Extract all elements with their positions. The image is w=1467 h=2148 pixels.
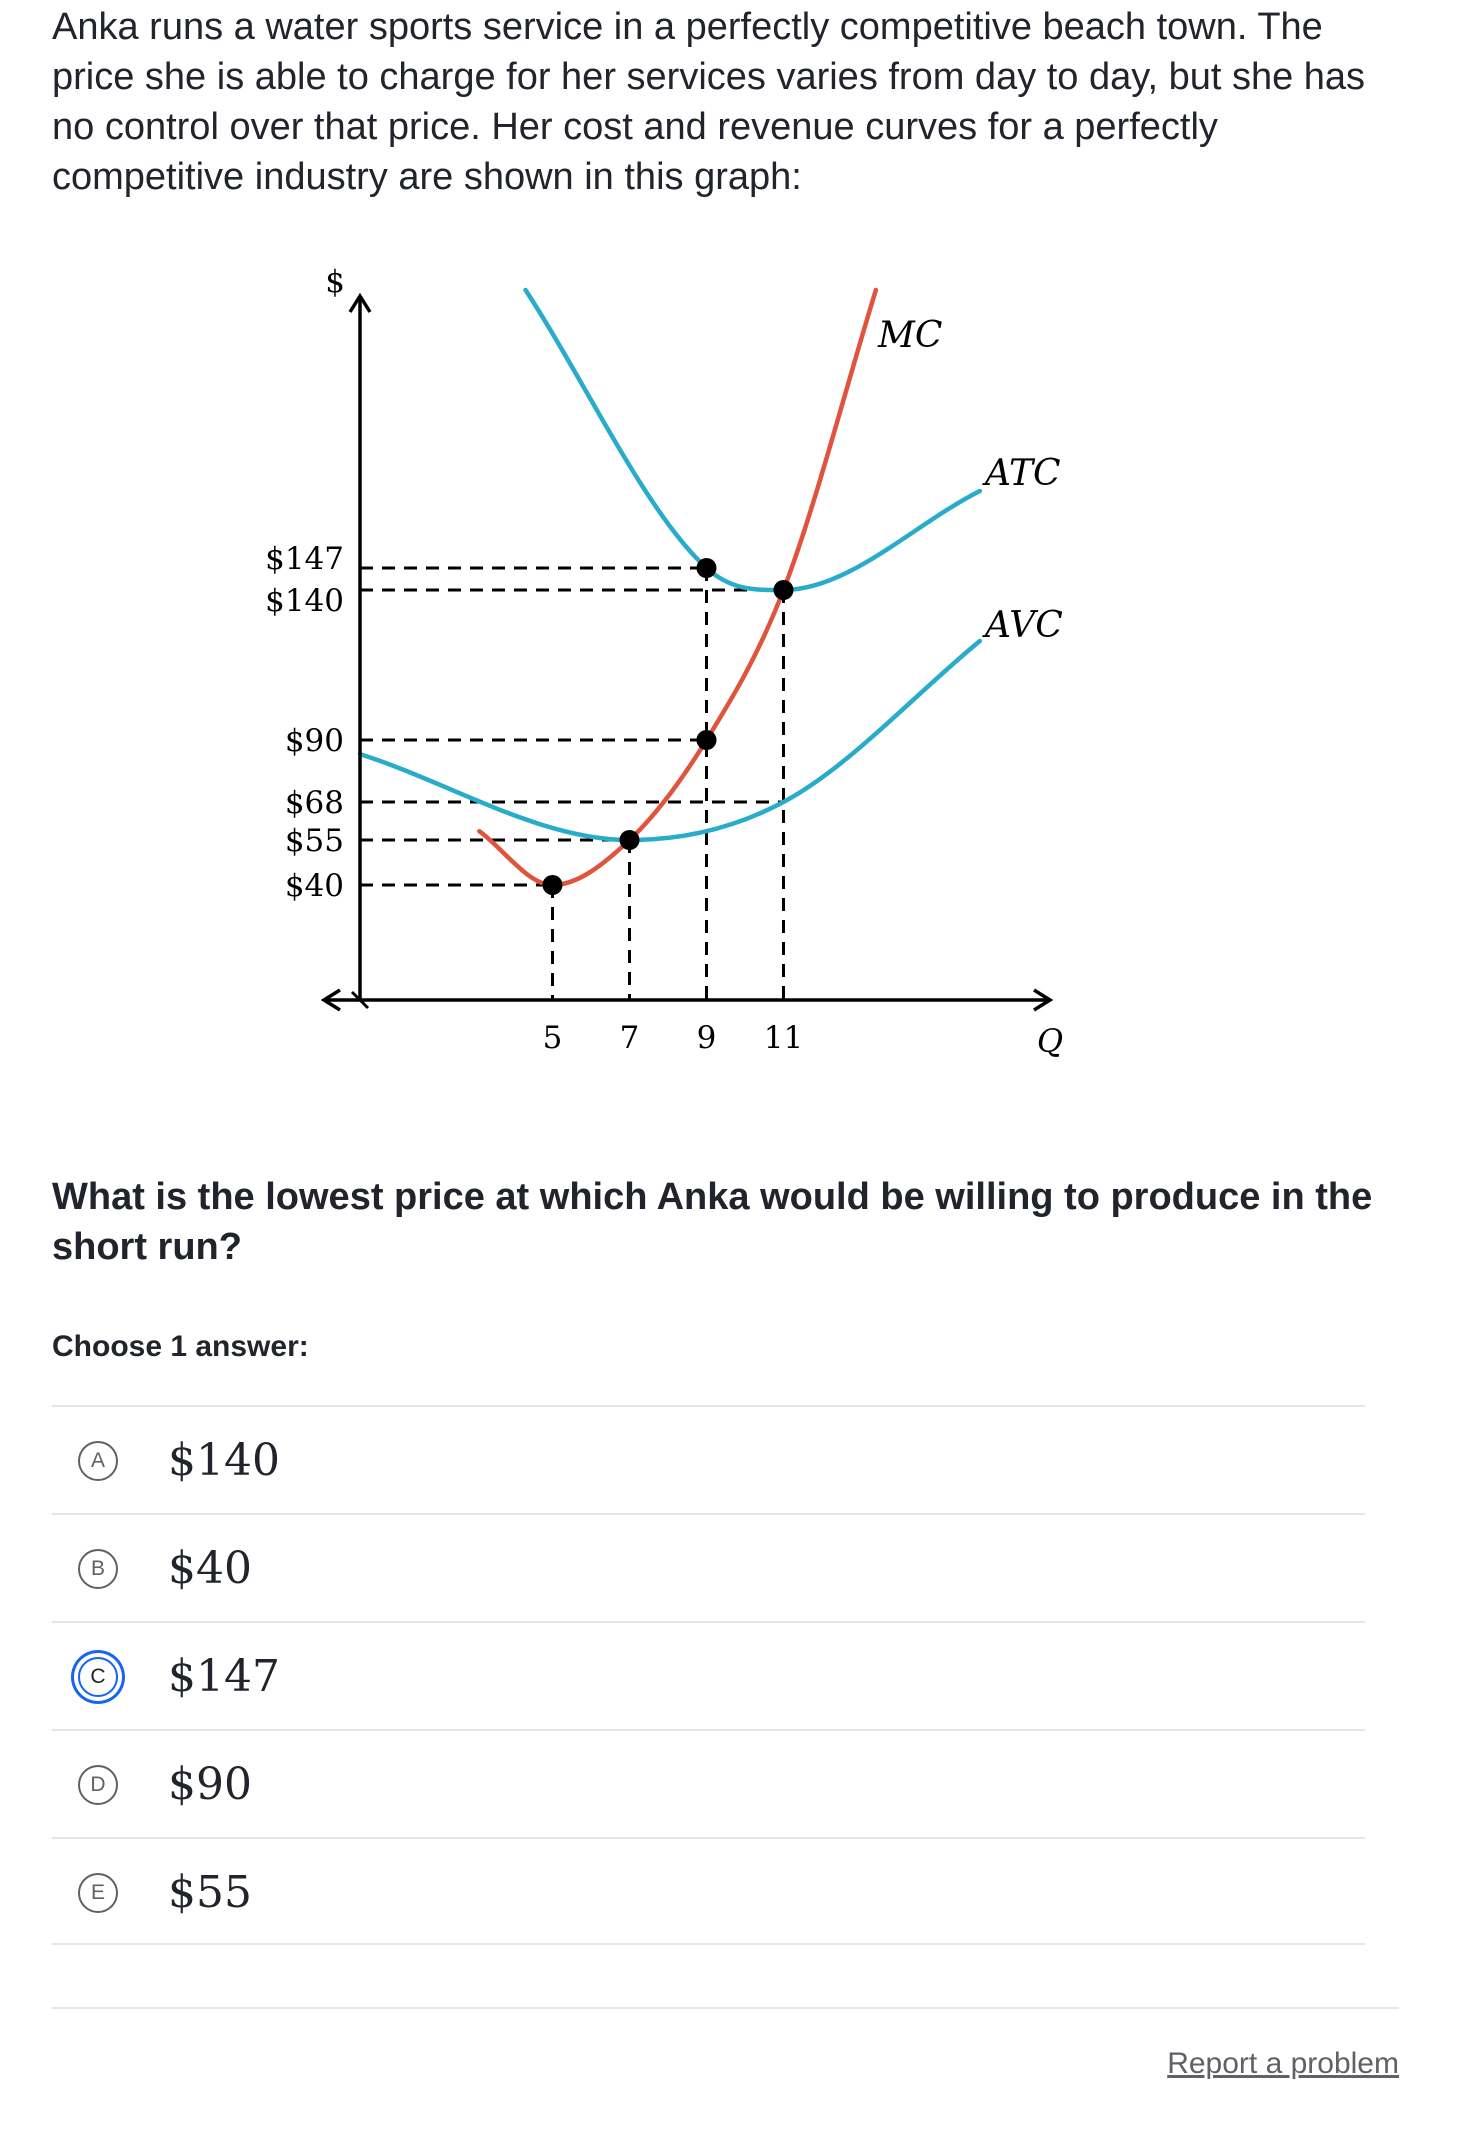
x-tick-label: 5 bbox=[542, 1020, 563, 1056]
choice-a[interactable] bbox=[52, 1405, 1365, 1513]
answer-choices bbox=[52, 1405, 1365, 1945]
y-tick-label: $68 bbox=[284, 785, 344, 821]
marked-point bbox=[774, 580, 794, 600]
x-tick-label: 9 bbox=[696, 1020, 717, 1056]
marked-point bbox=[543, 875, 563, 895]
choice-e-text: $55 bbox=[168, 1867, 252, 1918]
question-intro: Anka runs a water sports service in a perfectly competitive beach town. The price she is able to charge for her services varies from day to day, but she has no control over that price. Her cost and revenue curves for a perfectly competitive industry are shown in this graph: bbox=[52, 6, 1366, 198]
x-tick-label: 11 bbox=[763, 1020, 804, 1056]
marked-point bbox=[697, 730, 717, 750]
y-tick-label: $40 bbox=[284, 868, 344, 904]
cost-curve-graph bbox=[0, 250, 1467, 1110]
choice-a-text: $140 bbox=[168, 1435, 280, 1486]
choice-e[interactable] bbox=[52, 1837, 1365, 1945]
marked-point bbox=[697, 558, 717, 578]
curve-mc bbox=[479, 290, 876, 885]
choose-label: Choose 1 answer: bbox=[52, 1330, 309, 1363]
report-problem-link[interactable]: Report a problem bbox=[1167, 2047, 1399, 2080]
x-tick-label: 7 bbox=[619, 1020, 640, 1056]
x-axis-label: Q bbox=[1036, 1022, 1064, 1060]
choice-d-text: $90 bbox=[168, 1759, 252, 1810]
y-tick-label: $90 bbox=[284, 723, 344, 759]
y-axis-label: $ bbox=[325, 264, 345, 300]
choice-c-letter: C bbox=[78, 1657, 118, 1697]
choice-b-letter: B bbox=[78, 1549, 118, 1589]
choice-b[interactable] bbox=[52, 1513, 1365, 1621]
curve-label-atc: ATC bbox=[985, 453, 1061, 494]
y-tick-label: $147 bbox=[265, 541, 344, 577]
choice-a-letter: A bbox=[78, 1441, 118, 1481]
choice-d[interactable] bbox=[52, 1729, 1365, 1837]
choice-e-letter: E bbox=[78, 1873, 118, 1913]
graph-svg bbox=[0, 250, 1467, 1110]
y-tick-label: $55 bbox=[284, 823, 344, 859]
choice-c[interactable] bbox=[52, 1621, 1365, 1729]
question-text: What is the lowest price at which Anka would be willing to produce in the short run? bbox=[52, 1176, 1373, 1268]
y-tick-label: $140 bbox=[265, 583, 344, 619]
curve-label-avc: AVC bbox=[985, 605, 1063, 646]
choice-d-letter: D bbox=[78, 1765, 118, 1805]
curve-label-mc: MC bbox=[878, 315, 943, 356]
footer-divider bbox=[52, 2007, 1399, 2009]
choice-c-text: $147 bbox=[168, 1651, 280, 1702]
choice-b-text: $40 bbox=[168, 1543, 252, 1594]
marked-point bbox=[620, 830, 640, 850]
